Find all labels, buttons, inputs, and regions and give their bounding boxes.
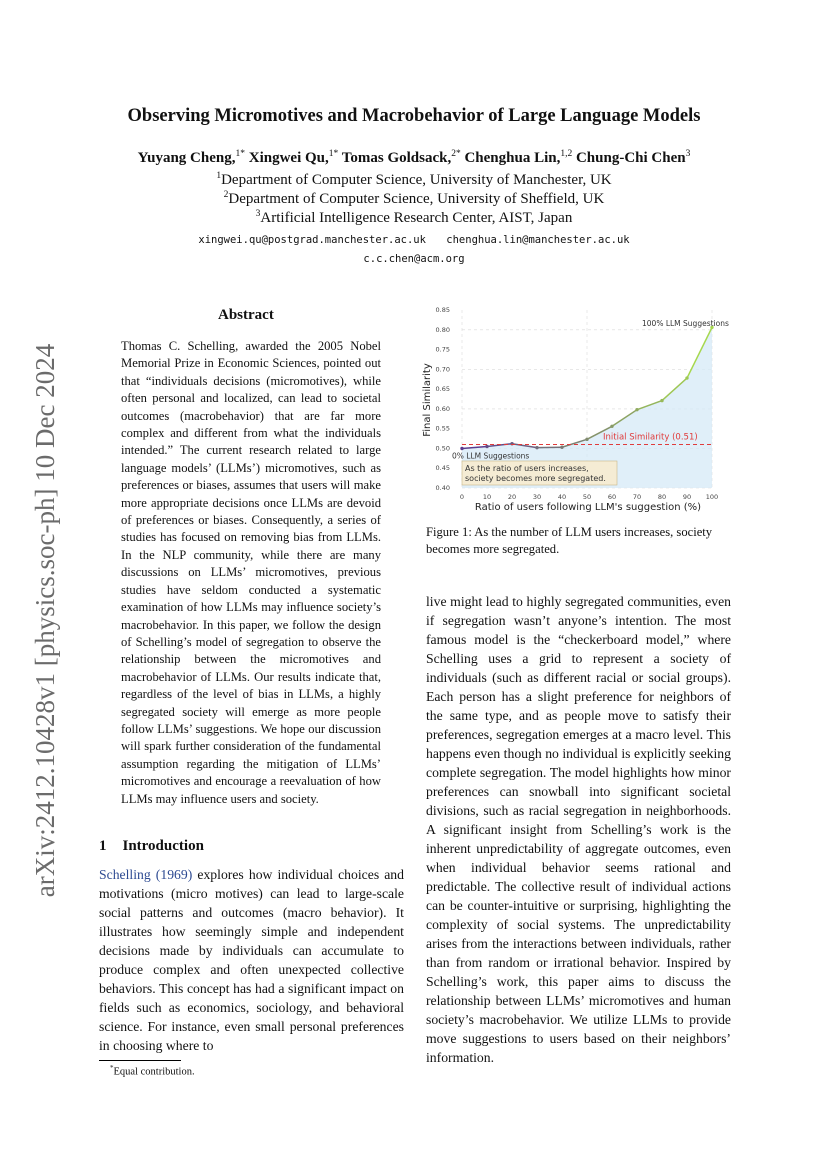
abstract-heading: Abstract [218,307,274,323]
affiliation: $^3$Artificial Intelligence Research Center, AIST, Japan [255,209,573,226]
x-tick-label: 40 [557,493,567,501]
figure-caption: Figure 1: As the number of LLM users increases, society becomes more segregated. [426,525,713,556]
footnote: *Equal contribution. [110,1064,195,1078]
x-tick-label: 80 [657,493,667,501]
author: Yuyang Cheng,$^{1*}$ [137,149,245,166]
y-tick-label: 0.85 [435,306,450,314]
email: c.c.chen@acm.org [363,253,465,265]
author-list [0,149,828,167]
x-tick-label: 20 [507,493,517,501]
arxiv-identifier-text: arXiv:2412.10428v1 [physics.soc-ph] 10 Dec 2024 [30,343,61,897]
author: Chung-Chi Chen$^3$ [575,149,691,166]
y-tick-label: 0.40 [435,484,450,492]
data-point [635,408,638,411]
x-tick-label: 50 [582,493,592,501]
right-column-paragraph: live might lead to highly segregated communities, even if segregation wasn’t anyone’s intention. The most famous model is the “checkerboard model,” where Schelling uses a grid to represent a society of individuals (such as different racial or social groups). Each person has a slight preference for neighbors of the same type, and as people move to satisfy their preferences, segregation emerges at a macro level. This happens even though no individual is explicitly seeking complete segregation. The model highlights how minor preferences can snowball into significant societal divisions, such as racial segregation in neighborhoods. A significant insight from Schelling’s work is the inherent unpredictability of aggregate outcomes, even when individual behavior seems rational and predictable. The collective result of individual actions can be counter-intuitive or surprising, highlighting the complexity of social systems. The unpredictability arises from the interactions between individuals, rather than from random or irrational behavior. Inspired by Schelling’s work, this paper aims to discuss the relationship between LLMs’ micromotives and human society’s macrobehavior. We utilize LLMs to provide move suggestions to users based on their neighbors’ information. [426,594,731,1065]
similarity-line-chart [418,300,738,515]
citation-link[interactable]: Schelling (1969) [99,867,193,882]
section-heading [99,838,204,855]
x-tick-label: 100 [705,493,719,501]
author: Xingwei Qu,$^{1*}$ [248,149,339,166]
x-tick-label: 90 [682,493,692,501]
y-tick-label: 0.70 [435,365,450,374]
end-annotation: 100% LLM Suggestions [642,319,729,328]
email: xingwei.qu@postgrad.manchester.ac.uk [198,234,426,246]
affiliation: $^1$Department of Computer Science, University of Manchester, UK [216,171,612,188]
y-tick-label: 0.45 [435,464,450,473]
annotation-text: society becomes more segregated. [465,474,606,483]
x-axis-title: Ratio of users following LLM's suggestion (%) [474,502,702,513]
data-point [585,438,588,441]
email: chenghua.lin@manchester.ac.uk [446,234,630,246]
x-tick-label: 0 [459,493,465,501]
x-tick-label: 10 [482,493,492,501]
figure-1-chart [418,300,738,515]
data-point [610,425,613,428]
y-tick-label: 0.50 [435,444,450,453]
y-tick-label: 0.55 [435,424,450,433]
y-axis-title: Final Similarity [422,363,433,437]
email-list [0,234,828,246]
section-title: Introduction [122,838,204,854]
affiliation: $^2$Department of Computer Science, University of Sheffield, UK [223,190,605,207]
data-point [685,376,688,379]
start-annotation: 0% LLM Suggestions [452,451,530,461]
initial-similarity-label: Initial Similarity (0.51) [603,432,698,443]
data-point [535,446,538,449]
annotation-text: As the ratio of users increases, [465,464,589,473]
y-tick-label: 0.65 [435,385,450,394]
intro-text: explores how individual choices and motivations (micro motives) can lead to large-scale social patterns and outcomes (macro behavior). It illustrates how seemingly simple and independent decisions made by individuals can accumulate to produce complex and often unexpected collective behaviors. This concept has had a significant impact on fields such as economics, sociology, and behavioral science. For instance, even small personal preferences in choosing where to [99,867,404,1053]
x-tick-label: 60 [607,493,617,501]
data-point [485,445,488,448]
author: Chenghua Lin,$^{1,2}$ [464,149,573,166]
intro-paragraph [99,865,404,1055]
author: Tomas Goldsack,$^{2*}$ [341,149,461,166]
x-tick-label: 70 [632,493,642,501]
footnote-divider [99,1060,181,1061]
section-number: 1 [99,838,107,854]
y-tick-label: 0.80 [435,325,450,334]
y-tick-label: 0.60 [435,404,450,413]
abstract-text: Thomas C. Schelling, awarded the 2005 Nobel Memorial Prize in Economic Sciences, pointed out that “individuals decisions (micromotives), while often personal and localized, can lead to societal outcomes (macrobehavior) that are far more complex and different from what the individuals intended.” The current research related to large language models’ (LLMs’) micromotives, such as preferences or biases, assumes that users will make more appropriate decisions once LLMs are devoid of preferences or biases. Consequently, a series of studies has focused on removing bias from LLMs. In the NLP community, while there are many discussions on LLMs’ micromotives, previous studies have seldom conducted a systematic examination of how LLMs may influence society’s macrobehavior. In this paper, we follow the design of Schelling’s model of segregation to observe the relationship between the micromotives and macrobehavior of LLMs. Our results indicate that, regardless of the level of bias in LLMs, a highly segregated society will emerge as more people follow LLMs’ suggestions. We hope our discussion will spark further consideration of the fundamental assumption regarding the mitigation of LLMs’ micromotives and encourage a reevaluation of how LLMs may influence users and society. [121,339,381,806]
data-point [460,447,463,450]
x-tick-label: 30 [532,493,542,501]
data-point [560,446,563,449]
y-tick-label: 0.75 [435,345,450,354]
arxiv-identifier [16,325,76,915]
data-point [660,399,663,402]
paper-title: Observing Micromotives and Macrobehavior of Large Language Models [127,106,701,126]
